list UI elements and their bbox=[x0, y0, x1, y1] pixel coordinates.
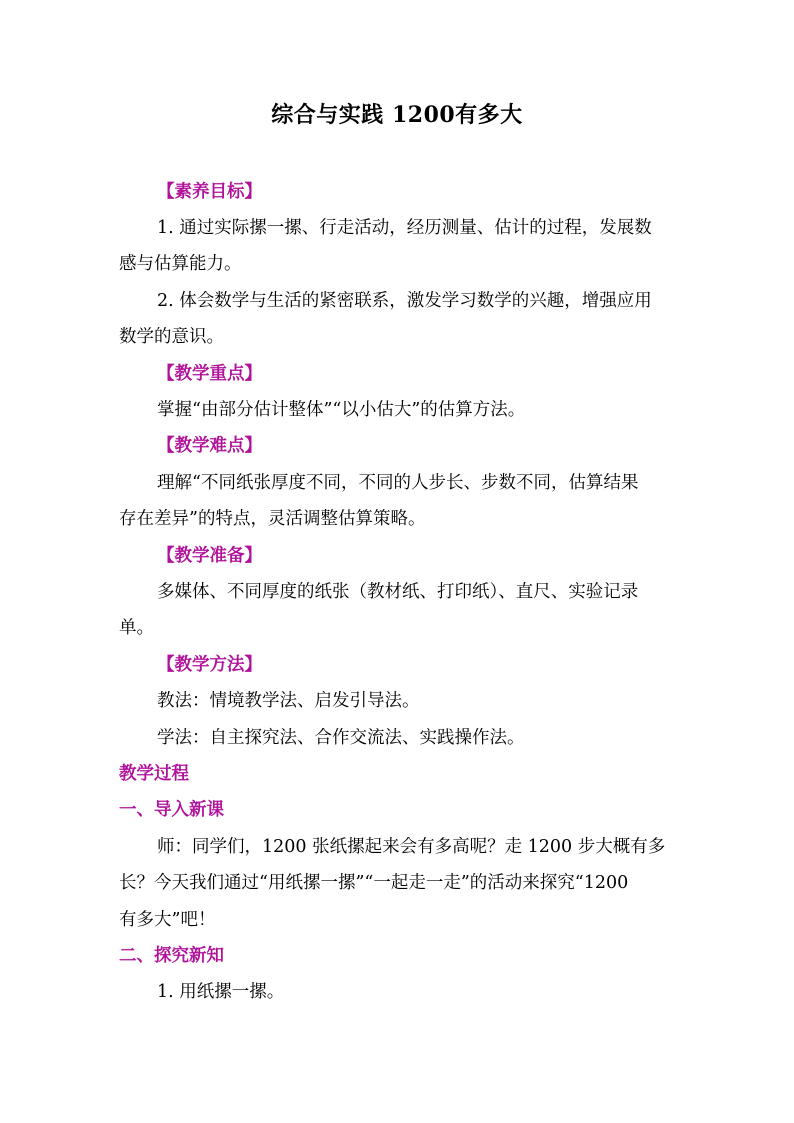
methods-heading: 【教学方法】 bbox=[157, 655, 262, 675]
section-2-heading: 二、探究新知 bbox=[119, 946, 224, 966]
section-2-item-1: 1. 用纸摞一摞。 bbox=[157, 982, 285, 1002]
key-points-text: 掌握“由部分估计整体”“以小估大”的估算方法。 bbox=[157, 400, 526, 420]
key-points-heading: 【教学重点】 bbox=[157, 364, 262, 384]
section-1-heading: 一、导入新课 bbox=[119, 800, 224, 820]
goal-1-line-1: 1. 通过实际摞一摞、行走活动，经历测量、估计的过程，发展数 bbox=[157, 218, 652, 238]
process-heading: 教学过程 bbox=[119, 764, 189, 784]
preparation-heading: 【教学准备】 bbox=[157, 546, 262, 566]
goal-1-line-2: 感与估算能力。 bbox=[119, 254, 242, 274]
goals-heading: 【素养目标】 bbox=[157, 182, 262, 202]
teaching-method-text: 教法：情境教学法、启发引导法。 bbox=[157, 691, 420, 711]
section-1-line-1: 师：同学们，1200 张纸摞起来会有多高呢？走 1200 步大概有多 bbox=[157, 837, 666, 857]
difficulties-heading: 【教学难点】 bbox=[157, 436, 262, 456]
preparation-line-2: 单。 bbox=[119, 618, 154, 638]
difficulties-line-2: 存在差异”的特点，灵活调整估算策略。 bbox=[119, 509, 426, 529]
goal-2-line-1: 2. 体会数学与生活的紧密联系，激发学习数学的兴趣，增强应用 bbox=[157, 291, 652, 311]
learning-method-text: 学法：自主探究法、合作交流法、实践操作法。 bbox=[157, 728, 525, 748]
section-1-line-2: 长？今天我们通过“用纸摞一摞”“一起走一走”的活动来探究“1200 bbox=[119, 873, 629, 893]
section-1-line-3: 有多大”吧！ bbox=[119, 910, 216, 930]
page-title: 综合与实践 1200有多大 bbox=[271, 102, 523, 128]
goal-2-line-2: 数学的意识。 bbox=[119, 327, 224, 347]
difficulties-line-1: 理解“不同纸张厚度不同，不同的人步长、步数不同，估算结果 bbox=[157, 473, 639, 493]
preparation-line-1: 多媒体、不同厚度的纸张（教材纸、打印纸）、直尺、实验记录 bbox=[157, 582, 639, 602]
